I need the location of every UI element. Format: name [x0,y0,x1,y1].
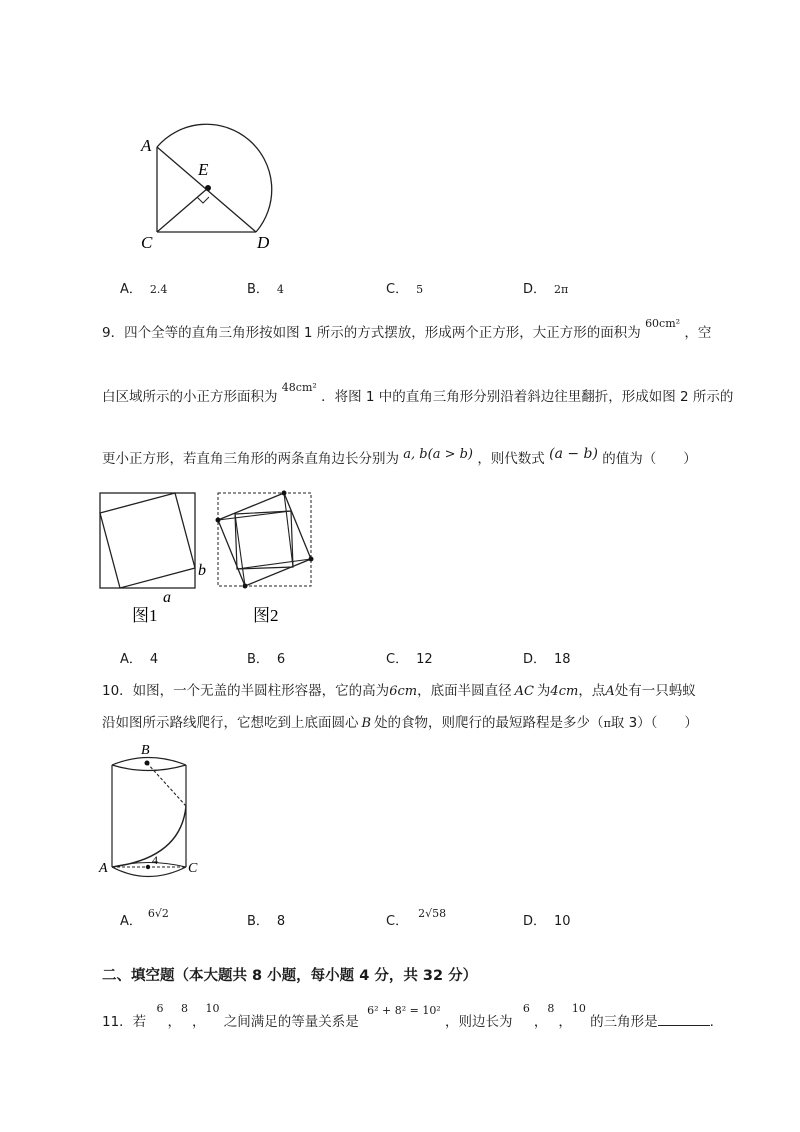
q9-text: ，空 [684,325,712,341]
q9-option-b [247,648,285,667]
section-2-title: 二、填空题（本大题共 8 小题，每小题 4 分，共 32 分） [102,968,478,984]
q8-option-d [523,278,568,297]
q10-text: 为 [536,683,551,699]
q10-diameter: 4cm [550,684,579,699]
q11-text: 的三角形是 [590,1014,658,1030]
q10-label-c: C [188,861,198,876]
q10-option-b [247,910,285,929]
q11-comma: ， [191,1014,206,1030]
q11-comma: ， [533,1014,548,1030]
q8-label-e: E [198,160,209,179]
q8-option-c [386,278,423,297]
q9-label-b: b [198,562,206,579]
option-letter: A． [120,914,142,929]
q9-text: ．将图 1 中的直角三角形分别沿着斜边往里翻折，形成如图 2 所示的 [321,389,734,405]
q10-text: ，点 [578,683,606,699]
q10-label-b: B [141,743,150,758]
q8-figure [130,118,290,253]
q9-text: 9．四个全等的直角三角形按如图 1 所示的方式摆放，形成两个正方形，大正方形的面积为 [102,325,641,341]
q11-num-8: 8 [180,1002,188,1015]
q9-area-big: 60cm² [645,317,681,330]
q10-option-a [120,904,169,929]
q10-option-d [523,910,571,929]
q9-text: 的值为（ ） [602,451,697,467]
q9-line-1 [102,317,712,341]
option-letter: A． [120,282,142,297]
option-value: 18 [554,652,571,667]
q10-text: 取 3）（ ） [610,715,698,731]
q9-sides: a, b(a > b) [403,447,474,462]
option-value: 6√2 [147,907,169,920]
q11-line [102,1002,714,1032]
q10-figure [95,740,205,885]
q8-right-angle-mark [197,197,209,203]
q8-label-d: D [257,233,270,252]
q9-line-3 [102,447,697,467]
q11-num-10: 10 [205,1002,220,1015]
option-value: 2.4 [149,283,168,296]
option-letter: D． [523,652,547,667]
option-letter: C． [386,652,409,667]
q11-text: . [709,1014,714,1030]
q10-pi: π [603,717,611,730]
q10-label-a: A [99,861,108,876]
option-value: 4 [276,283,284,296]
q9-text: 更小正方形，若直角三角形的两条直角边长分别为 [102,451,399,467]
q8-option-b [247,278,284,297]
option-letter: B． [247,914,269,929]
q10-line-2 [102,711,698,731]
option-letter: C． [386,914,409,929]
option-letter: D． [523,282,547,297]
option-letter: B． [247,282,269,297]
q11-text: ，则边长为 [445,1014,513,1030]
option-letter: C． [386,282,409,297]
q11-text: 11．若 [102,1014,147,1030]
option-letter: D． [523,914,547,929]
option-value: 2√58 [418,907,447,920]
q10-text: 沿如图所示路线爬行，它想吃到上底面圆心 [102,715,359,731]
q11-text: 之间满足的等量关系是 [223,1014,359,1030]
q10-text: 处的食物，则爬行的最短路程是多少（ [374,715,604,731]
option-value: 6 [276,652,286,667]
q10-text: ，底面半圆直径 [417,683,512,699]
q9-figures [95,488,325,628]
q8-point-e [205,185,211,191]
q8-option-a [120,278,167,297]
q11-equation: 6² + 8² = 10² [367,1004,441,1017]
option-value: 2π [554,283,569,296]
q9-option-c [386,648,433,667]
option-value: 12 [416,652,433,667]
q9-option-d [523,648,571,667]
q9-expression: (a − b) [549,446,598,462]
q10-point-b: B [361,716,372,731]
q11-answer-blank[interactable] [658,1013,710,1026]
option-value: 5 [416,283,424,296]
q8-label-a: A [141,136,152,155]
q9-caption-1: 图1 [132,606,158,625]
q9-caption-2: 图2 [253,606,279,625]
q11-comma: ， [167,1014,181,1030]
q11-comma: ， [558,1014,572,1030]
q9-line-2 [102,381,734,405]
q10-text: 处有一只蚂蚁 [614,683,696,699]
q8-arc [157,124,272,232]
q9-label-a: a [163,589,171,606]
q9-option-a [120,648,158,667]
q9-text: ，则代数式 [477,451,545,467]
option-letter: A． [120,652,142,667]
q9-figure-1 [100,493,195,588]
q10-height: 6cm [389,684,418,699]
q9-text: 白区域所示的小正方形面积为 [102,389,278,405]
q10-line-1 [102,679,696,699]
option-value: 10 [554,914,571,929]
q11-num-6: 6 [522,1002,530,1015]
q10-option-c [386,902,447,929]
q9-figure-2 [216,491,314,589]
q10-point-a: A [605,684,615,699]
q10-ac: AC [514,684,534,699]
q8-segment-ce [157,188,208,232]
q10-text: 10．如图，一个无盖的半圆柱形容器，它的高为 [102,683,390,699]
q11-num-10: 10 [571,1002,586,1015]
option-letter: B． [247,652,269,667]
option-value: 4 [149,652,159,667]
q11-num-6: 6 [156,1002,164,1015]
q10-label-4: 4 [152,853,158,867]
q8-label-c: C [141,233,153,252]
q11-num-8: 8 [547,1002,555,1015]
option-value: 8 [276,914,286,929]
q9-area-small: 48cm² [281,381,317,394]
